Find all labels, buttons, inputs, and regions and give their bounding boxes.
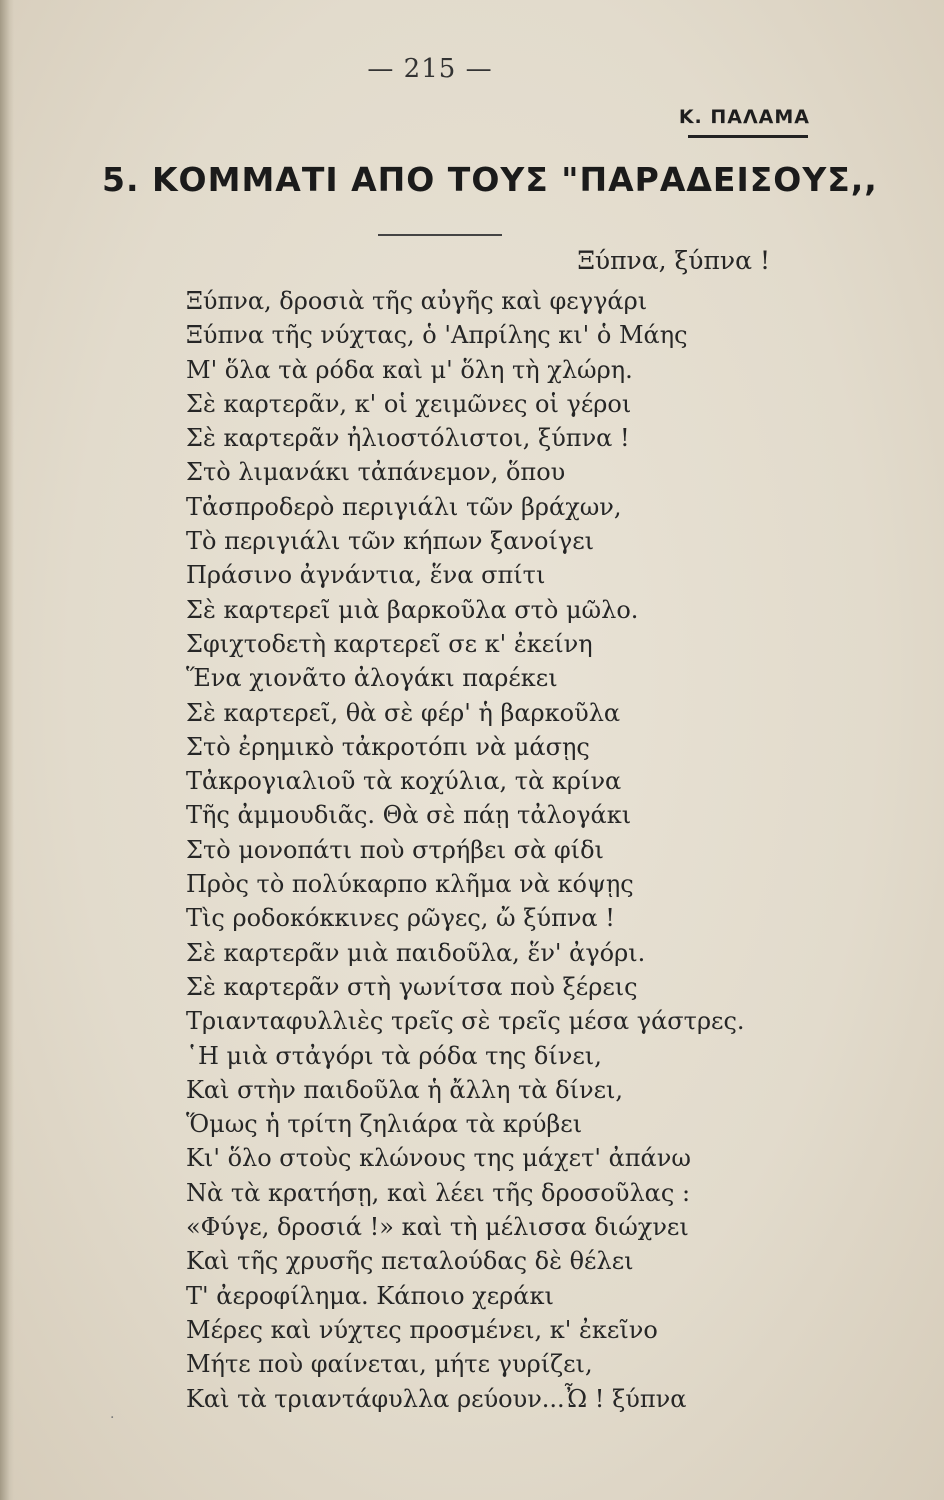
verse-line: Μέρες καὶ νύχτες προσμένει, κ' ἐκεῖνο [186,1315,658,1344]
verse-line: Σὲ καρτερᾶν μιὰ παιδοῦλα, ἕν' ἀγόρι. [186,938,646,967]
verse-line: Σφιχτοδετὴ καρτερεῖ σε κ' ἐκείνη [186,629,593,658]
verse-line: Ἕνα χιονᾶτο ἀλογάκι παρέκει [186,664,558,693]
verse-line: «Φύγε, δροσιά !» καὶ τὴ μέλισσα διώχνει [186,1213,689,1242]
verse-line: Καὶ στὴν παιδοῦλα ἡ ἄλλη τὰ δίνει, [186,1075,624,1104]
verse-line: Σὲ καρτερᾶν στὴ γωνίτσα ποὺ ξέρεις [186,972,638,1001]
verse-line: Μήτε ποὺ φαίνεται, μήτε γυρίζει, [186,1350,593,1379]
verse-line: Στὸ μονοπάτι ποὺ στρήβει σὰ φίδι [186,835,604,864]
verse-line: Σὲ καρτερᾶν ἠλιοστόλιστοι, ξύπνα ! [186,424,630,453]
verse-line: Καὶ τῆς χρυσῆς πεταλούδας δὲ θέλει [186,1247,634,1276]
verse-line: Πρὸς τὸ πολύκαρπο κλῆμα νὰ κόψῃς [186,870,634,899]
verse-line: Τῆς ἀμμουδιᾶς. Θὰ σὲ πάῃ τἀλογάκι [186,801,632,830]
verse-line: Τὶς ροδοκόκκινες ρῶγες, ὤ ξύπνα ! [186,904,615,933]
verse-line: Καὶ τὰ τριαντάφυλλα ρεύουν...Ὦ ! ξύπνα [186,1384,687,1413]
verse-line: Στὸ λιμανάκι τἀπάνεμον, ὅπου [186,458,566,487]
verse-line: Τὸ περιγιάλι τῶν κήπων ξανοίγει [186,527,595,556]
page-speck: · [110,1410,115,1426]
verse-line: Πράσινο ἀγνάντια, ἕνα σπίτι [186,561,546,590]
verse-line: Τριανταφυλλιὲς τρεῖς σὲ τρεῖς μέσα γάστρες. [186,1007,745,1036]
verse-line: Ξύπνα τῆς νύχτας, ὁ 'Απρίλης κι' ὁ Μάης [186,321,688,350]
poem-title: 5. ΚΟΜΜΑΤΙ ΑΠΟ ΤΟΥΣ "ΠΑΡΑΔΕΙΣΟΥΣ,, [102,160,878,199]
verse-line: Σὲ καρτερᾶν, κ' οἱ χειμῶνες οἱ γέροι [186,389,632,418]
verse-line: Ξύπνα, δροσιὰ τῆς αὐγῆς καὶ φεγγάρι [186,287,648,315]
verse-line: ῾Η μιὰ στἀγόρι τὰ ρόδα της δίνει, [186,1041,602,1070]
title-divider [378,234,502,236]
verse-line: Τἀκρογιαλιοῦ τὰ κοχύλια, τὰ κρίνα [186,767,622,796]
verse-line: Τ' ἀεροφίλημα. Κάποιο χεράκι [186,1281,554,1310]
verse-line: Νὰ τὰ κρατήσῃ, καὶ λέει τῆς δροσοῦλας : [186,1178,691,1207]
verse-line: Ὅμως ἡ τρίτη ζηλιάρα τὰ κρύβει [186,1110,583,1139]
poem-epigraph: Ξύπνα, ξύπνα ! [577,246,770,275]
verse-line: Σὲ καρτερεῖ, θὰ σὲ φέρ' ἡ βαρκοῦλα [186,698,621,727]
verse-line: Τἀσπροδερὸ περιγιάλι τῶν βράχων, [186,492,622,521]
page-spine-shadow [0,0,14,1500]
verse-line: Κι' ὅλο στοὺς κλώνους της μάχετ' ἀπάνω [186,1144,691,1173]
verse-line: Στὸ ἐρημικὸ τἀκροτόπι νὰ μάσῃς [186,732,590,761]
verse-line: Σὲ καρτερεῖ μιὰ βαρκοῦλα στὸ μῶλο. [186,595,639,624]
author-underline [688,135,808,138]
page-number: — 215 — [367,54,493,84]
poem-verses [186,284,746,1416]
author-name: Κ. ΠΑΛΑΜΑ [678,106,810,128]
verse-line: Μ' ὅλα τὰ ρόδα καὶ μ' ὅλη τὴ χλώρη. [186,355,633,384]
